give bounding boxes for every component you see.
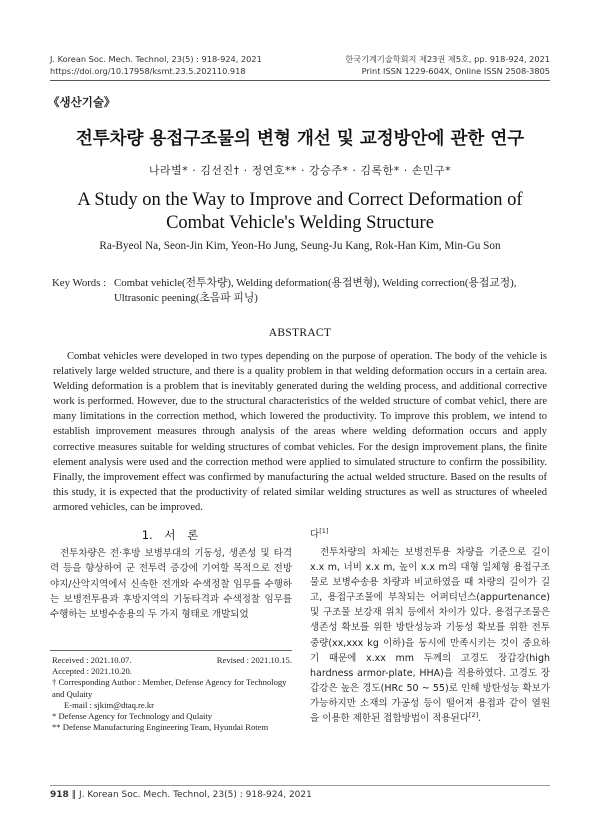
body-paragraph: 전투차량의 차체는 보병전투용 차량을 기준으로 길이 x.x m, 너비 x.x m, 높이 x.x m의 대형 일체형 용접구조물로 보병수송용 차량과 비교하였을 때 차량의 길이가 길고, 용접구조물에 부착되는 어퍼티넌스(appurtenance) 및 구조물 보강재 위치 등에서 차이가 있다. 용접구조물은 생존성 확보를 위한 방탄성능과 기동성 확보를 위한 전투중량(xx,xxx kg 이하)을 동시에 만족시키는 것이 중요하기 때문에 x.xx mm 두께의 고경도 장갑강(high hardness armor-plate, HHA)을 적용하였다. 고경도 장갑강은 높은 경도(HRc 50 ~ 55)로 인해 방탄성능 확보가 가능하지만 소재의 가공성 등이 떨어져 용접과 같이 열원을 이용한 제한된 접합방법이 적용된다: [310, 547, 550, 725]
body-paragraph-end: .: [478, 713, 482, 725]
reference-marker[interactable]: [1]: [319, 526, 329, 535]
keywords-label: Key Words :: [52, 277, 107, 289]
reference-marker[interactable]: [2]: [468, 710, 479, 719]
keywords-text: Combat vehicle(전투차량), Welding deformation(용접변형), Welding correction(용접교정), Ultrasonic peening(초음파 피닝): [114, 277, 517, 304]
affiliation-2: ** Defense Manufacturing Engineering Team, Hyundai Rotem: [52, 722, 269, 733]
journal-info: [345, 53, 550, 77]
title-en-line: A Study on the Way to Improve and Correct Deformation of: [77, 190, 523, 210]
affiliation-1: * Defense Agency for Technology and Qulaity: [52, 711, 213, 722]
page-footer: [50, 790, 312, 800]
journal-info-line: 한국기계기술학회지 제23권 제5호, pp. 918-924, 2021: [345, 54, 550, 64]
continuation-text: 다: [310, 529, 320, 540]
issn-line: Print ISSN 1229-604X, Online ISSN 2508-3805: [361, 66, 550, 76]
footer-citation: J. Korean Soc. Mech. Technol, 23(5) : 918-924, 2021: [79, 790, 312, 800]
authors-english: Ra-Byeol Na, Seon-Jin Kim, Yeon-Ho Jung, Seung-Ju Kang, Rok-Han Kim, Min-Gu Son: [99, 240, 501, 252]
accepted-date: Accepted : 2021.10.20.: [52, 666, 132, 677]
author-email[interactable]: E-mail : sjkim@dtaq.re.kr: [64, 699, 155, 710]
section-heading: 1. 서 론: [141, 528, 199, 542]
doi-link[interactable]: https://doi.org/10.17958/ksmt.23.5.202110.918: [50, 66, 246, 76]
header-divider: [50, 80, 550, 81]
page-number: 918: [50, 790, 69, 800]
footnotes: [52, 655, 292, 733]
journal-citation: [50, 53, 262, 77]
footnote-divider: [50, 650, 292, 651]
body-text-continuation: [310, 527, 550, 542]
corresponding-author: † Corresponding Author : Member, Defense Agency for Technology and Qulaity: [52, 677, 287, 699]
journal-citation-line: J. Korean Soc. Mech. Technol, 23(5) : 918-924, 2021: [50, 54, 262, 64]
body-text-left: 전투차량은 전·후방 보병부대의 기동성, 생존성 및 타격력 등을 향상하여 군 전투력 증강에 기여할 목적으로 전방 야지/산악지역에서 신속한 전개와 수색정찰 임무를 수행하는 보병전투용과 후방지역의 기동타격과 수색정찰 임무를 수행하는 보병수송용의 두 가지 형태로 개발되었: [50, 548, 292, 621]
paper-title-korean: 전투차량 용접구조물의 변형 개선 및 교정방안에 관한 연구: [75, 129, 525, 149]
keywords: [52, 276, 550, 306]
body-text-right: [310, 545, 550, 726]
received-date-row: [52, 655, 292, 666]
paper-title-english: [0, 189, 600, 235]
abstract-heading: ABSTRACT: [268, 327, 332, 339]
revised-date: Revised : 2021.10.15.: [216, 655, 292, 665]
authors-korean: 나라별* · 김선진† · 정연호** · 강승주* · 김록한* · 손민구*: [148, 164, 452, 177]
footer-divider: [50, 785, 550, 786]
category-label: 《생산기술》: [48, 95, 116, 109]
received-date: Received : 2021.10.07.: [52, 655, 132, 665]
abstract-text: Combat vehicles were developed in two types depending on the purpose of operation. The body of the vehicle is relatively large welded structure, and there is a quality problem in that welding deformation occurs in a certain area. Welding deformation is a problem that is inevitably generated during the welding process, and additional corrective work is performed. However, due to the structural characteristics of the welded structure of combat vehicl, there are many limitations in the correction method, which lowered the productivity. To improve this problem, we intend to establish improvement measures through analysis of the areas where welding deformation occurs and apply corrective measures suitable for welding structures of combat vehicles. For the design improvement plans, the finite element analysis were used and the correction method were applied to simulated structure to confirm the possibility. Finally, the improvement effect was confirmed by manufacturing the actual welded structure. Based on the results of this study, it is expected that the productivity of related similar welding structures as well as structures of wheeled armored vehicles, can be improved.: [53, 351, 547, 513]
title-en-line: Combat Vehicle's Welding Structure: [166, 213, 434, 233]
footer-separator: ‖: [71, 790, 80, 800]
